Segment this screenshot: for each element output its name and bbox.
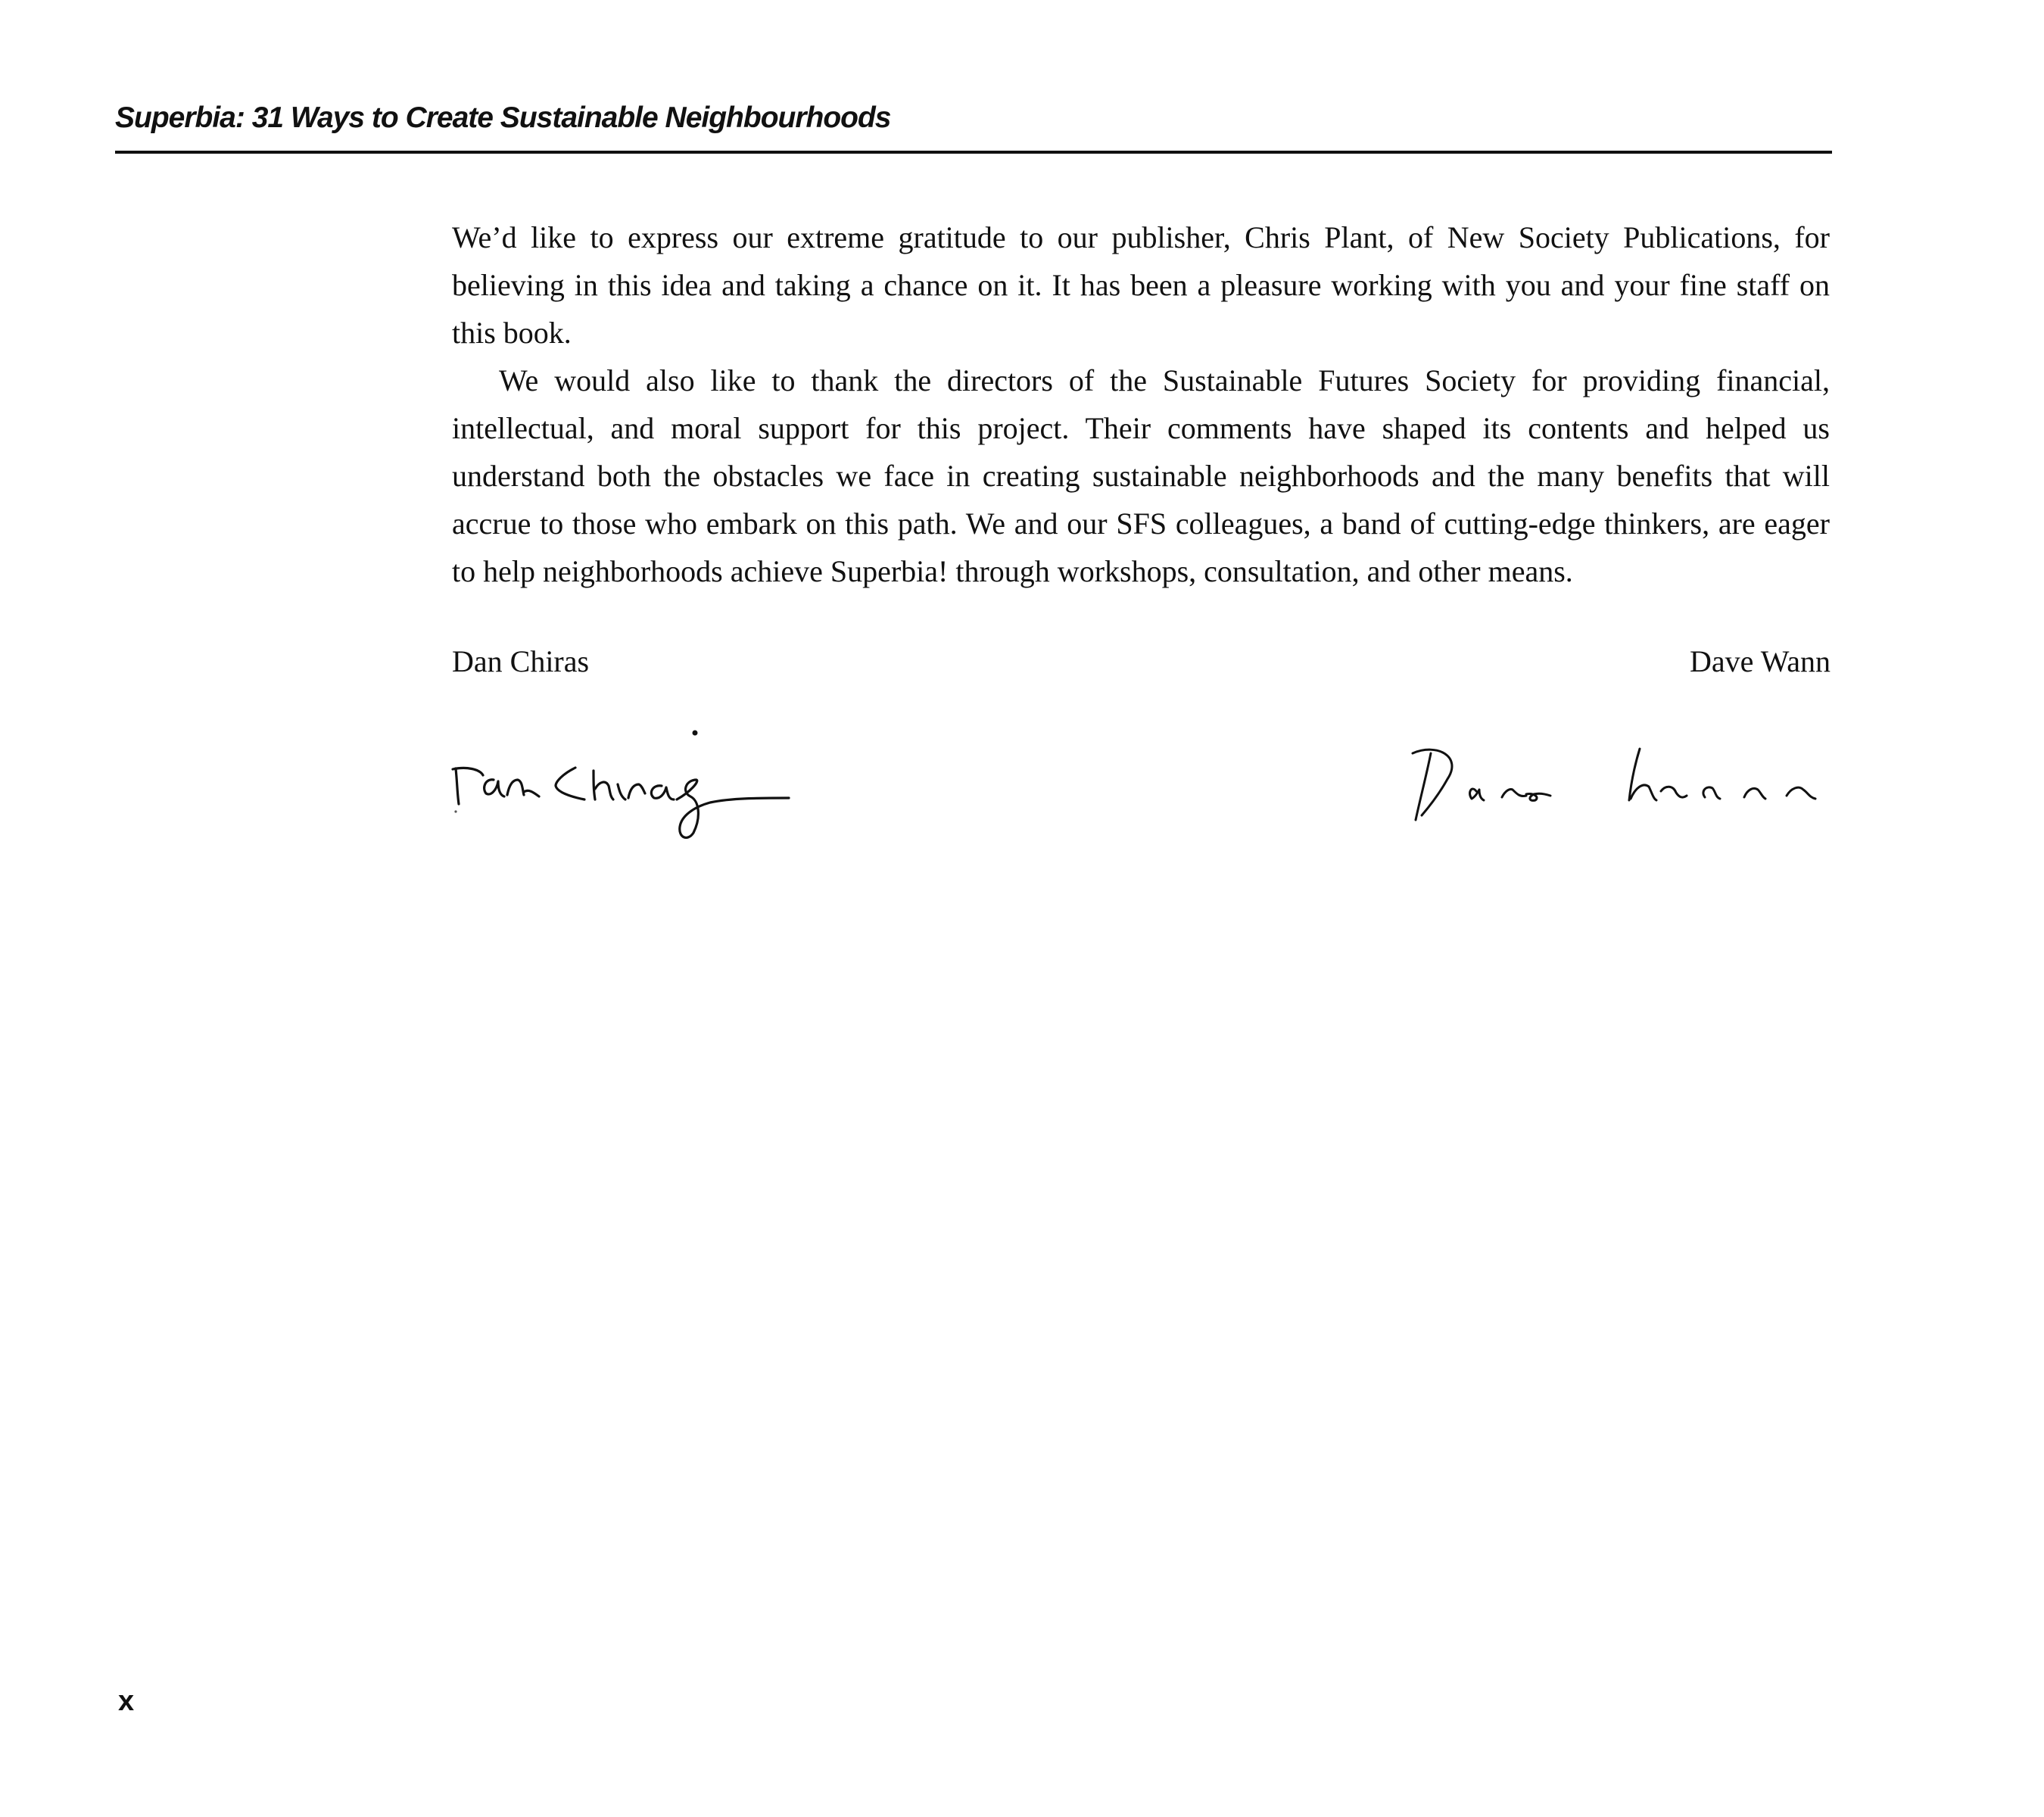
signer-name-left: Dan Chiras bbox=[452, 644, 590, 678]
signature-left-drawing bbox=[450, 727, 874, 848]
signer-name-right: Dave Wann bbox=[1690, 644, 1831, 678]
running-head-title: Superbia: 31 Ways to Create Sustainable Neighbourhoods bbox=[115, 101, 891, 134]
signature-dan-chiras bbox=[450, 727, 874, 848]
paragraph-1: We’d like to express our extreme gratitude to our publisher, Chris Plant, of New Society Publications, for believing in this idea and taking a chance on it. It has been a pleasure working with you and your fine staff on this book. bbox=[452, 220, 1830, 350]
acknowledgments-body bbox=[452, 213, 1830, 595]
signature-dave-wann bbox=[1407, 738, 1861, 829]
paragraph-2: We would also like to thank the directors of the Sustainable Futures Society for providing financial, intellectual, and moral support for this project. Their comments have shaped its contents and helped us understand both the obstacles we face in creating sustainable neighborhoods and the many benefits that will accrue to those who embark on this path. We and our SFS colleagues, a band of cutting-edge thinkers, are eager to help neighborhoods achieve Superbia! through workshops, consultation, and other means. bbox=[452, 363, 1830, 588]
header-rule bbox=[115, 151, 1832, 154]
page-number: x bbox=[118, 1685, 135, 1717]
signature-right-drawing bbox=[1407, 738, 1861, 829]
